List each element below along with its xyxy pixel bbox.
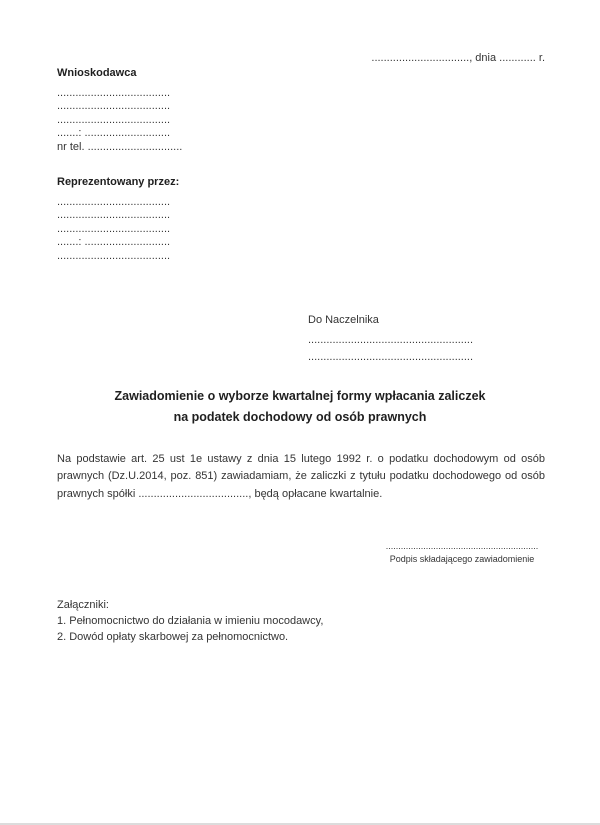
representative-line: ..................................... (57, 209, 171, 222)
document-title (0, 386, 600, 428)
applicant-label: Wnioskodawca (57, 67, 137, 79)
addressee-lines (308, 332, 473, 365)
applicant-line: ..................................... (57, 113, 171, 126)
applicant-line: ..................................... (57, 87, 171, 99)
applicant-block (57, 67, 182, 154)
attachments-label: Załączniki: (57, 599, 109, 611)
representative-line: ..................................... (57, 222, 171, 235)
applicant-line: ..................................... (57, 100, 171, 113)
addressee-label: Do Naczelnika (308, 314, 379, 326)
signature-block (382, 541, 542, 565)
addressee-line: ...................................................... (308, 334, 474, 346)
body-paragraph: Na podstawie art. 25 ust 1e ustawy z dnia 15 lutego 1992 r. o podatku dochodowym od osób prawnych (Dz.U.2014, poz. 851) zawiadamiam, że zaliczki z tytułu podatku dochodowego od osób prawnych spółki ...................................., będą opłacane kwartalnie. (57, 453, 545, 500)
representative-block (57, 176, 179, 263)
date-line: ................................, dnia ............ r. (371, 52, 545, 64)
representative-lines (57, 196, 179, 263)
applicant-phone-line: nr tel. ............................... (57, 140, 183, 153)
document-title-line2: na podatek dochodowy od osób prawnych (173, 410, 427, 424)
representative-label: Reprezentowany przez: (57, 176, 180, 188)
representative-line: ..................................... (57, 196, 171, 208)
addressee-block (308, 314, 473, 365)
applicant-lines (57, 87, 182, 154)
representative-line: .......: ............................ (57, 236, 171, 249)
signature-line: ............................................................. (385, 541, 539, 551)
document-title-line1: Zawiadomienie o wyborze kwartalnej formy wpłacania zaliczek (114, 389, 486, 403)
signature-caption: Podpis składającego zawiadomienie (389, 554, 535, 564)
attachments-block (57, 597, 323, 646)
attachment-item: 1. Pełnomocnictwo do działania w imieniu mocodawcy, (57, 615, 324, 628)
applicant-line: .......: ............................ (57, 127, 171, 140)
attachment-item: 2. Dowód opłaty skarbowej za pełnomocnictwo. (57, 631, 289, 644)
addressee-line: ...................................................... (308, 350, 474, 363)
representative-line: ..................................... (57, 249, 171, 262)
